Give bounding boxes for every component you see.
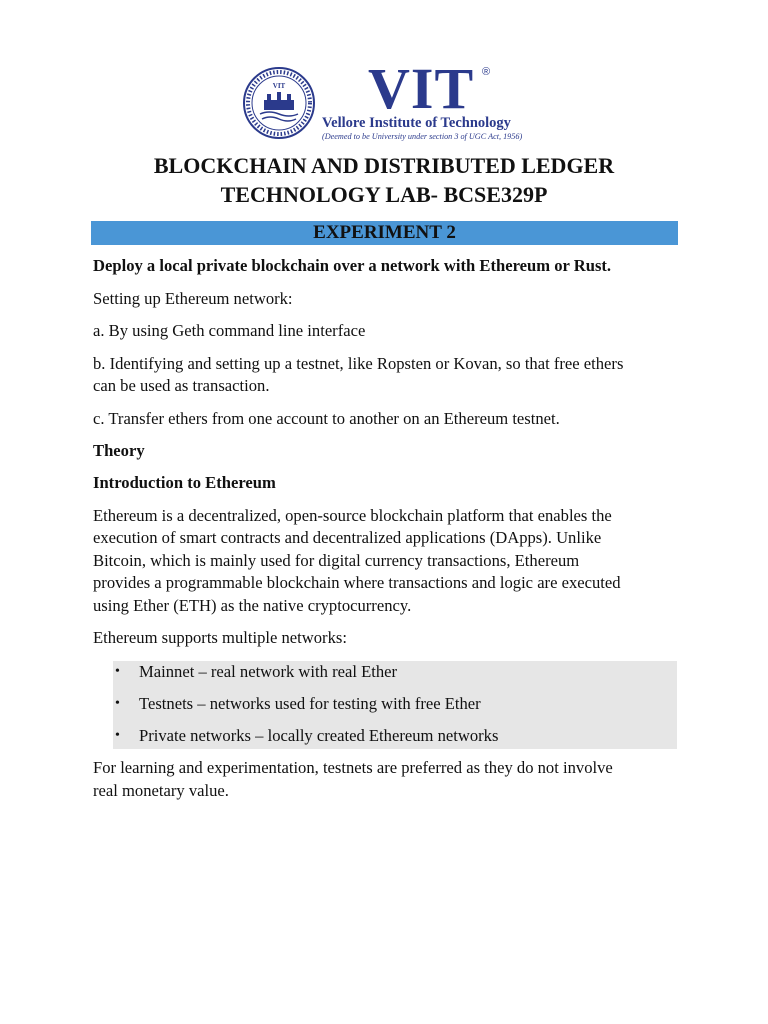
step-a: a. By using Geth command line interface <box>93 321 366 340</box>
bullet-icon: • <box>115 696 120 711</box>
intro-line: execution of smart contracts and decentralized applications (DApps). Unlike <box>93 528 602 547</box>
intro-line: Bitcoin, which is mainly used for digital currency transactions, Ethereum <box>93 551 580 570</box>
university-seal-icon <box>242 66 316 140</box>
conclusion-line: real monetary value. <box>93 781 229 800</box>
course-title-line2: TECHNOLOGY LAB- BCSE329P <box>220 182 548 207</box>
vit-logo <box>242 56 524 142</box>
registered-mark: ® <box>482 66 491 78</box>
setup-heading: Setting up Ethereum network: <box>93 289 293 308</box>
aim-statement: Deploy a local private blockchain over a network with Ethereum or Rust. <box>93 256 612 275</box>
bullet-icon: • <box>115 664 120 679</box>
brand-mark: VIT <box>368 56 475 121</box>
institute-name: Vellore Institute of Technology <box>322 115 511 131</box>
institute-subtitle: (Deemed to be University under section 3 of UGC Act, 1956) <box>322 132 523 141</box>
list-item-text: Mainnet – real network with real Ether <box>139 662 398 681</box>
conclusion-line: For learning and experimentation, testnets are preferred as they do not involve <box>93 758 613 777</box>
networks-list <box>113 661 677 749</box>
intro-line: Ethereum is a decentralized, open-source blockchain platform that enables the <box>93 506 612 525</box>
bullet-icon: • <box>115 728 120 743</box>
intro-line: using Ether (ETH) as the native cryptocurrency. <box>93 596 412 615</box>
theory-heading: Theory <box>93 441 145 460</box>
course-title-line1: BLOCKCHAIN AND DISTRIBUTED LEDGER <box>153 153 615 178</box>
intro-line: provides a programmable blockchain where transactions and logic are executed <box>93 573 621 592</box>
networks-heading: Ethereum supports multiple networks: <box>93 628 347 647</box>
list-item-text: Private networks – locally created Ethereum networks <box>139 726 499 745</box>
experiment-banner: EXPERIMENT 2 <box>91 221 678 245</box>
step-c: c. Transfer ethers from one account to another on an Ethereum testnet. <box>93 409 560 428</box>
list-item-text: Testnets – networks used for testing with free Ether <box>139 694 481 713</box>
step-b-line1: b. Identifying and setting up a testnet, like Ropsten or Kovan, so that free ethers <box>93 354 624 373</box>
seal-text: VIT <box>272 82 286 90</box>
step-b-line2: can be used as transaction. <box>93 376 270 395</box>
intro-heading: Introduction to Ethereum <box>93 473 276 492</box>
